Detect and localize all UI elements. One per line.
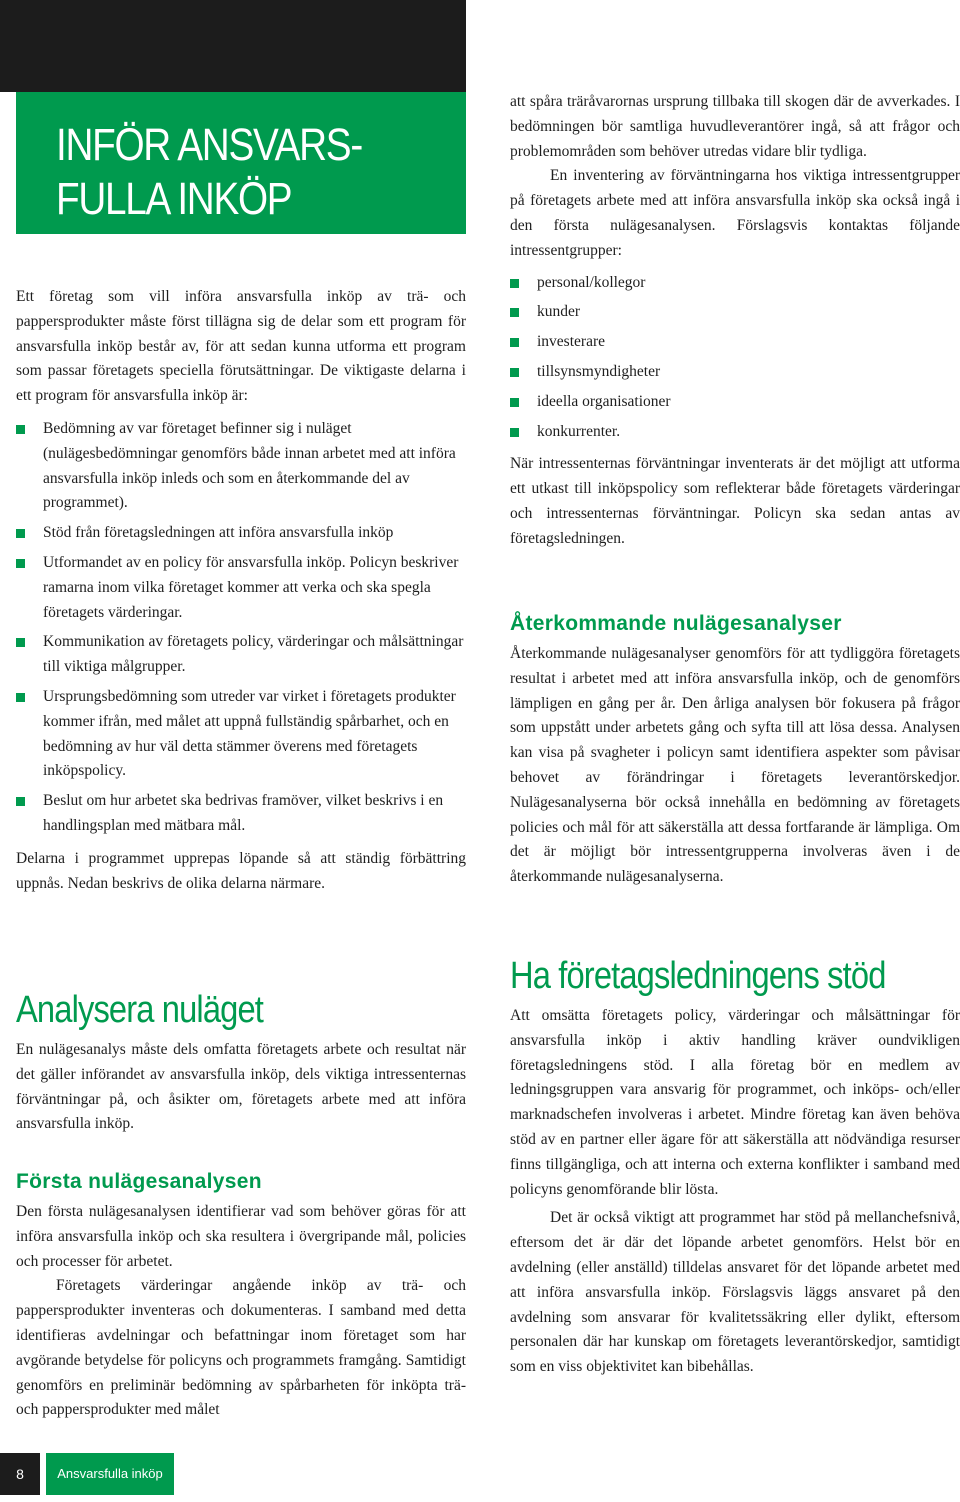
continuation-paragraph-1: att spåra träråvarornas ursprung tillbaka till skogen där de avverkades. I bedömningen bör samtliga huvudleverantörer ingå, så att frågor och problemområden som behöver utredas vidare blir tydliga. bbox=[510, 93, 960, 160]
forsta-section bbox=[16, 1168, 466, 1423]
list-item: Bedömning av var företaget befinner sig i nuläget (nulägesbedömningar genomförs både innan arbetet med att införa ansvarsfulla inköp inleds och som en återkommande del av programmet). bbox=[16, 417, 466, 516]
bullet-square-icon bbox=[16, 638, 25, 647]
aterkommande-heading: Återkommande nulägesanalyser bbox=[510, 612, 842, 635]
program-parts-list bbox=[16, 417, 466, 839]
bullet-square-icon bbox=[16, 559, 25, 568]
bullet-square-icon bbox=[510, 368, 519, 377]
title-line-2: FULLA INKÖP bbox=[56, 173, 292, 224]
aterkommande-section bbox=[510, 610, 960, 890]
list-item: Utformandet av en policy för ansvarsfulla inköp. Policyn beskriver ramarna inom vilka företaget kommer att verka och ska spegla företagets värderingar. bbox=[16, 551, 466, 625]
title-line-1: INFÖR ANSVARS- bbox=[56, 119, 362, 170]
list-item: personal/kollegor bbox=[510, 271, 960, 296]
analysera-paragraph: En nulägesanalys måste dels omfatta företagets arbete och resultat när det gäller införandet av ansvarsfulla inköp, dels viktiga intressenternas förväntningar på, och åsikter om, företagets arbete med att införa ansvarsfulla inköp. bbox=[16, 1041, 466, 1133]
list-item: Beslut om hur arbetet ska bedrivas framöver, vilket beskrivs i en handlingsplan med mätbara mål. bbox=[16, 789, 466, 839]
intro-paragraph: Ett företag som vill införa ansvarsfulla inköp av trä- och pappersprodukter måste först tillägna sig de delar som ett program för ansvarsfulla inköp består av, för att sedan kunna utforma ett program som passar företagets speciella förutsättningar. De viktigaste delarna i ett program för ansvarsfulla inköp är: bbox=[16, 288, 466, 405]
ledning-paragraph-1: Att omsätta företagets policy, värderingar och målsättningar för ansvarsfulla inköp i aktiv handling kräver oundvikligen företagsledningens stöd. I alla företag bör en medlem av ledningsgruppen vara ansvarig för programmet, och inköps- och/eller marknadschefen involveras i arbetet. Mindre företag kan även behöva stöd av en partner eller ägare för att säkerställa att nödvändiga resurser finns tillgängliga, och att interna och externa konflikter i samband med policyns genomförande blir lösta. bbox=[510, 1007, 960, 1198]
page-title bbox=[56, 118, 362, 226]
bullet-square-icon bbox=[16, 693, 25, 702]
analysera-heading: Analysera nuläget bbox=[16, 989, 264, 1031]
top-black-bar bbox=[0, 0, 466, 92]
footer-label: Ansvarsfulla inköp bbox=[46, 1453, 174, 1495]
bullet-square-icon bbox=[16, 425, 25, 434]
continuation-paragraph-2: En inventering av förväntningarna hos viktiga intressentgrupper på företagets arbete med att införa ansvarsfulla inköp ska också ingå i den första nulägesanalysen. Förslagsvis kontaktas följande intressentgrupper: bbox=[510, 167, 960, 259]
page-number: 8 bbox=[0, 1453, 40, 1495]
bullet-square-icon bbox=[510, 428, 519, 437]
forsta-paragraph-1: Den första nulägesanalysen identifierar vad som behöver göras för att införa ansvarsfulla inköp och ska resultera i övergripande mål, policies och processer för arbetet. bbox=[16, 1203, 466, 1270]
list-item: Stöd från företagsledningen att införa ansvarsfulla inköp bbox=[16, 521, 466, 546]
list-item: kunder bbox=[510, 300, 960, 325]
bullet-square-icon bbox=[16, 797, 25, 806]
list-item: Ursprungsbedömning som utreder var virket i företagets produkter kommer ifrån, med målet att uppnå fullständig spårbarhet, och en bedömning av hur väl detta stämmer överens med företagets inköpspolicy. bbox=[16, 685, 466, 784]
list-item: Kommunikation av företagets policy, värderingar och målsättningar till viktiga målgrupper. bbox=[16, 630, 466, 680]
intro-closing: Delarna i programmet upprepas löpande så att ständig förbättring uppnås. Nedan beskrivs de olika delarna närmare. bbox=[16, 849, 466, 892]
ledning-paragraph-2: Det är också viktigt att programmet har stöd på mellanchefsnivå, eftersom det är där det löpande arbetet genomförs. Helst bör en avdelning (eller anställd) tilldelas ansvaret för det löpande arbetet med att införa ansvarsfulla inköp. Förslagsvis läggs ansvaret på den avdelning som ansvarar för kvalitetssäkring eller dylikt, eftersom personalen där har kunskap om företagets leverantörskedjor, samtidigt som en viss objektivitet kan bibehållas. bbox=[510, 1209, 960, 1376]
stakeholder-list bbox=[510, 271, 960, 445]
continuation-paragraph-3: När intressenternas förväntningar inventerats är det möjligt att utforma ett utkast till inköpspolicy som reflekterar både företagets värderingar och intressenternas förväntningar. Policyn ska sedan antas av företagsledningen. bbox=[510, 455, 960, 547]
bullet-square-icon bbox=[510, 398, 519, 407]
forsta-paragraph-2: Företagets värderingar angående inköp av trä- och pappersprodukter inventeras och dokumenteras. I samband med detta identifieras avdelningar och befattningar inom företaget som har avgörande betydelse för policyns och programmets framgång. Samtidigt genomförs en preliminär bedömning av spårbarheten för inköpta trä- och pappersprodukter med målet bbox=[16, 1277, 466, 1419]
analysera-section bbox=[16, 988, 466, 1137]
bullet-square-icon bbox=[16, 529, 25, 538]
list-item: konkurrenter. bbox=[510, 420, 960, 445]
list-item: ideella organisationer bbox=[510, 390, 960, 415]
list-item: investerare bbox=[510, 330, 960, 355]
ledning-heading: Ha företagsledningens stöd bbox=[510, 955, 886, 997]
aterkommande-paragraph: Återkommande nulägesanalyser genomförs för att tydliggöra företagets resultat i arbetet med att införa ansvarsfulla inköp, och de genomförs lämpligen en gång per år. Den årliga analysen bör fokusera på frågor som uppstått under arbetets gång och syfta till att lösa dessa. Analysen kan visa på svagheter i policyn samt identifiera aspekter som påvisar behovet av förändringar i företagets leverantörskedjor. Nulägesanalyserna bör också innehålla en bedömning av företagets policies och mål för att säkerställa att dessa fortfarande är lämpliga. Om det är möjligt bör intressentgrupperna involveras även i de återkommande nulägesanalyserna. bbox=[510, 645, 960, 886]
continuation-section bbox=[510, 90, 960, 552]
list-item: tillsynsmyndigheter bbox=[510, 360, 960, 385]
bullet-square-icon bbox=[510, 279, 519, 288]
forsta-heading: Första nulägesanalysen bbox=[16, 1170, 262, 1193]
intro-section bbox=[16, 285, 466, 896]
ledning-section bbox=[510, 954, 960, 1380]
bullet-square-icon bbox=[510, 338, 519, 347]
title-banner bbox=[16, 92, 466, 234]
bullet-square-icon bbox=[510, 308, 519, 317]
